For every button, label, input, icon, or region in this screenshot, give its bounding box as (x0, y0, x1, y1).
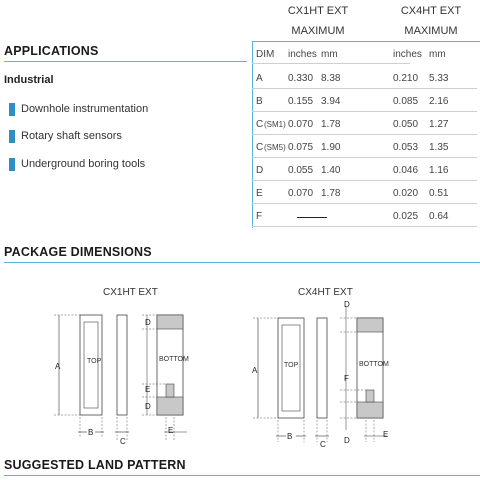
dim-label-a: A (55, 362, 61, 371)
bullet-icon (9, 130, 15, 143)
table-cell-cx4-mm: 1.35 (429, 142, 449, 153)
dim-label-b: B (287, 432, 293, 441)
table-cell-dim: D (256, 165, 264, 176)
bullet-icon (9, 158, 15, 171)
table-cell-cx1-inches: 0.070 (288, 188, 314, 199)
row-divider (385, 226, 477, 227)
row-divider (385, 111, 477, 112)
table-cell-cx4-mm: 1.16 (429, 165, 449, 176)
bullet-icon (9, 103, 15, 116)
table-cell-cx1-inches: 0.070 (288, 119, 314, 130)
group-header-cx1: CX1HT EXT (287, 5, 349, 17)
dim-label-a: A (252, 366, 258, 375)
table-cell-dim: C (256, 119, 264, 130)
table-cell-dim: E (256, 188, 263, 199)
table-cell-cx4-inches: 0.050 (393, 119, 419, 130)
dim-label-d-top: D (145, 318, 151, 327)
dim-label-e-bottom: E (168, 426, 174, 435)
table-cell-dim-sub: (SM1) (264, 120, 286, 129)
table-cell-dim: C (256, 142, 264, 153)
applications-title: APPLICATIONS (4, 44, 99, 58)
application-item: Downhole instrumentation (21, 103, 149, 115)
table-cell-cx1-inches: 0.155 (288, 96, 314, 107)
group-subheader-cx1: MAXIMUM (291, 25, 345, 37)
dim-label-e-mid: E (145, 385, 151, 394)
table-cell-cx4-inches: 0.085 (393, 96, 419, 107)
table-cell-cx4-mm: 1.27 (429, 119, 449, 130)
table-cell-cx1-inches: 0.330 (288, 73, 314, 84)
table-cell-dim: A (256, 73, 263, 84)
table-cell-cx1-mm: 8.38 (321, 73, 341, 84)
row-divider (385, 134, 477, 135)
column-header: mm (429, 49, 446, 60)
row-divider (252, 63, 410, 64)
column-header: inches (288, 49, 317, 60)
table-top-rule (252, 41, 480, 42)
applications-rule (4, 61, 247, 62)
table-cell-cx1-mm: 1.78 (321, 188, 341, 199)
figure-title-cx1: CX1HT EXT (103, 287, 158, 298)
top-label: TOP (284, 362, 299, 369)
dim-label-d-bottom: D (145, 402, 151, 411)
applications-subtitle: Industrial (4, 74, 54, 86)
dim-label-f: F (344, 374, 349, 383)
group-subheader-cx4: MAXIMUM (404, 25, 458, 37)
table-cell-cx4-inches: 0.025 (393, 211, 419, 222)
table-cell-cx1-mm: 1.90 (321, 142, 341, 153)
table-cell-cx1-mm: 3.94 (321, 96, 341, 107)
group-header-cx4: CX4HT EXT (400, 5, 462, 17)
table-cell-cx4-mm: 5.33 (429, 73, 449, 84)
land-pattern-rule (4, 475, 480, 476)
table-cell-cx4-mm: 0.64 (429, 211, 449, 222)
table-cell-dim: F (256, 211, 263, 222)
table-cell-cx1-mm: 1.78 (321, 119, 341, 130)
application-item: Underground boring tools (21, 158, 146, 170)
row-divider (385, 203, 477, 204)
table-cell-cx1-inches: 0.075 (288, 142, 314, 153)
figure-title-cx4: CX4HT EXT (298, 287, 353, 298)
dim-label-d-top: D (344, 300, 350, 309)
table-cell-cx4-inches: 0.053 (393, 142, 419, 153)
cx4-package-drawing (240, 300, 400, 450)
table-cell-cx4-inches: 0.046 (393, 165, 419, 176)
table-cell-dim-sub: (SM5) (264, 143, 286, 152)
not-applicable-dash (297, 217, 327, 218)
row-divider (385, 88, 477, 89)
dim-label-c: C (120, 437, 126, 446)
bottom-label: BOTTOM (159, 356, 189, 363)
application-item: Rotary shaft sensors (21, 130, 122, 142)
table-cell-cx4-inches: 0.210 (393, 73, 419, 84)
dim-label-e: E (383, 430, 389, 439)
row-divider (385, 157, 477, 158)
dim-label-b: B (88, 428, 94, 437)
table-cell-cx1-mm: 1.40 (321, 165, 341, 176)
column-header: mm (321, 49, 338, 60)
table-cell-cx4-mm: 0.51 (429, 188, 449, 199)
cx1-package-drawing (40, 300, 200, 450)
table-cell-cx4-mm: 2.16 (429, 96, 449, 107)
package-rule (4, 262, 480, 263)
table-cell-cx4-inches: 0.020 (393, 188, 419, 199)
dim-label-c: C (320, 440, 326, 449)
row-divider (385, 180, 477, 181)
bottom-label: BOTTOM (359, 361, 389, 368)
top-label: TOP (87, 358, 102, 365)
table-cell-cx1-inches: 0.055 (288, 165, 314, 176)
land-pattern-title: SUGGESTED LAND PATTERN (4, 458, 186, 472)
package-title: PACKAGE DIMENSIONS (4, 245, 152, 259)
table-cell-dim: B (256, 96, 263, 107)
column-header: inches (393, 49, 422, 60)
column-header: DIM (256, 49, 275, 60)
dim-label-d-bottom: D (344, 436, 350, 445)
